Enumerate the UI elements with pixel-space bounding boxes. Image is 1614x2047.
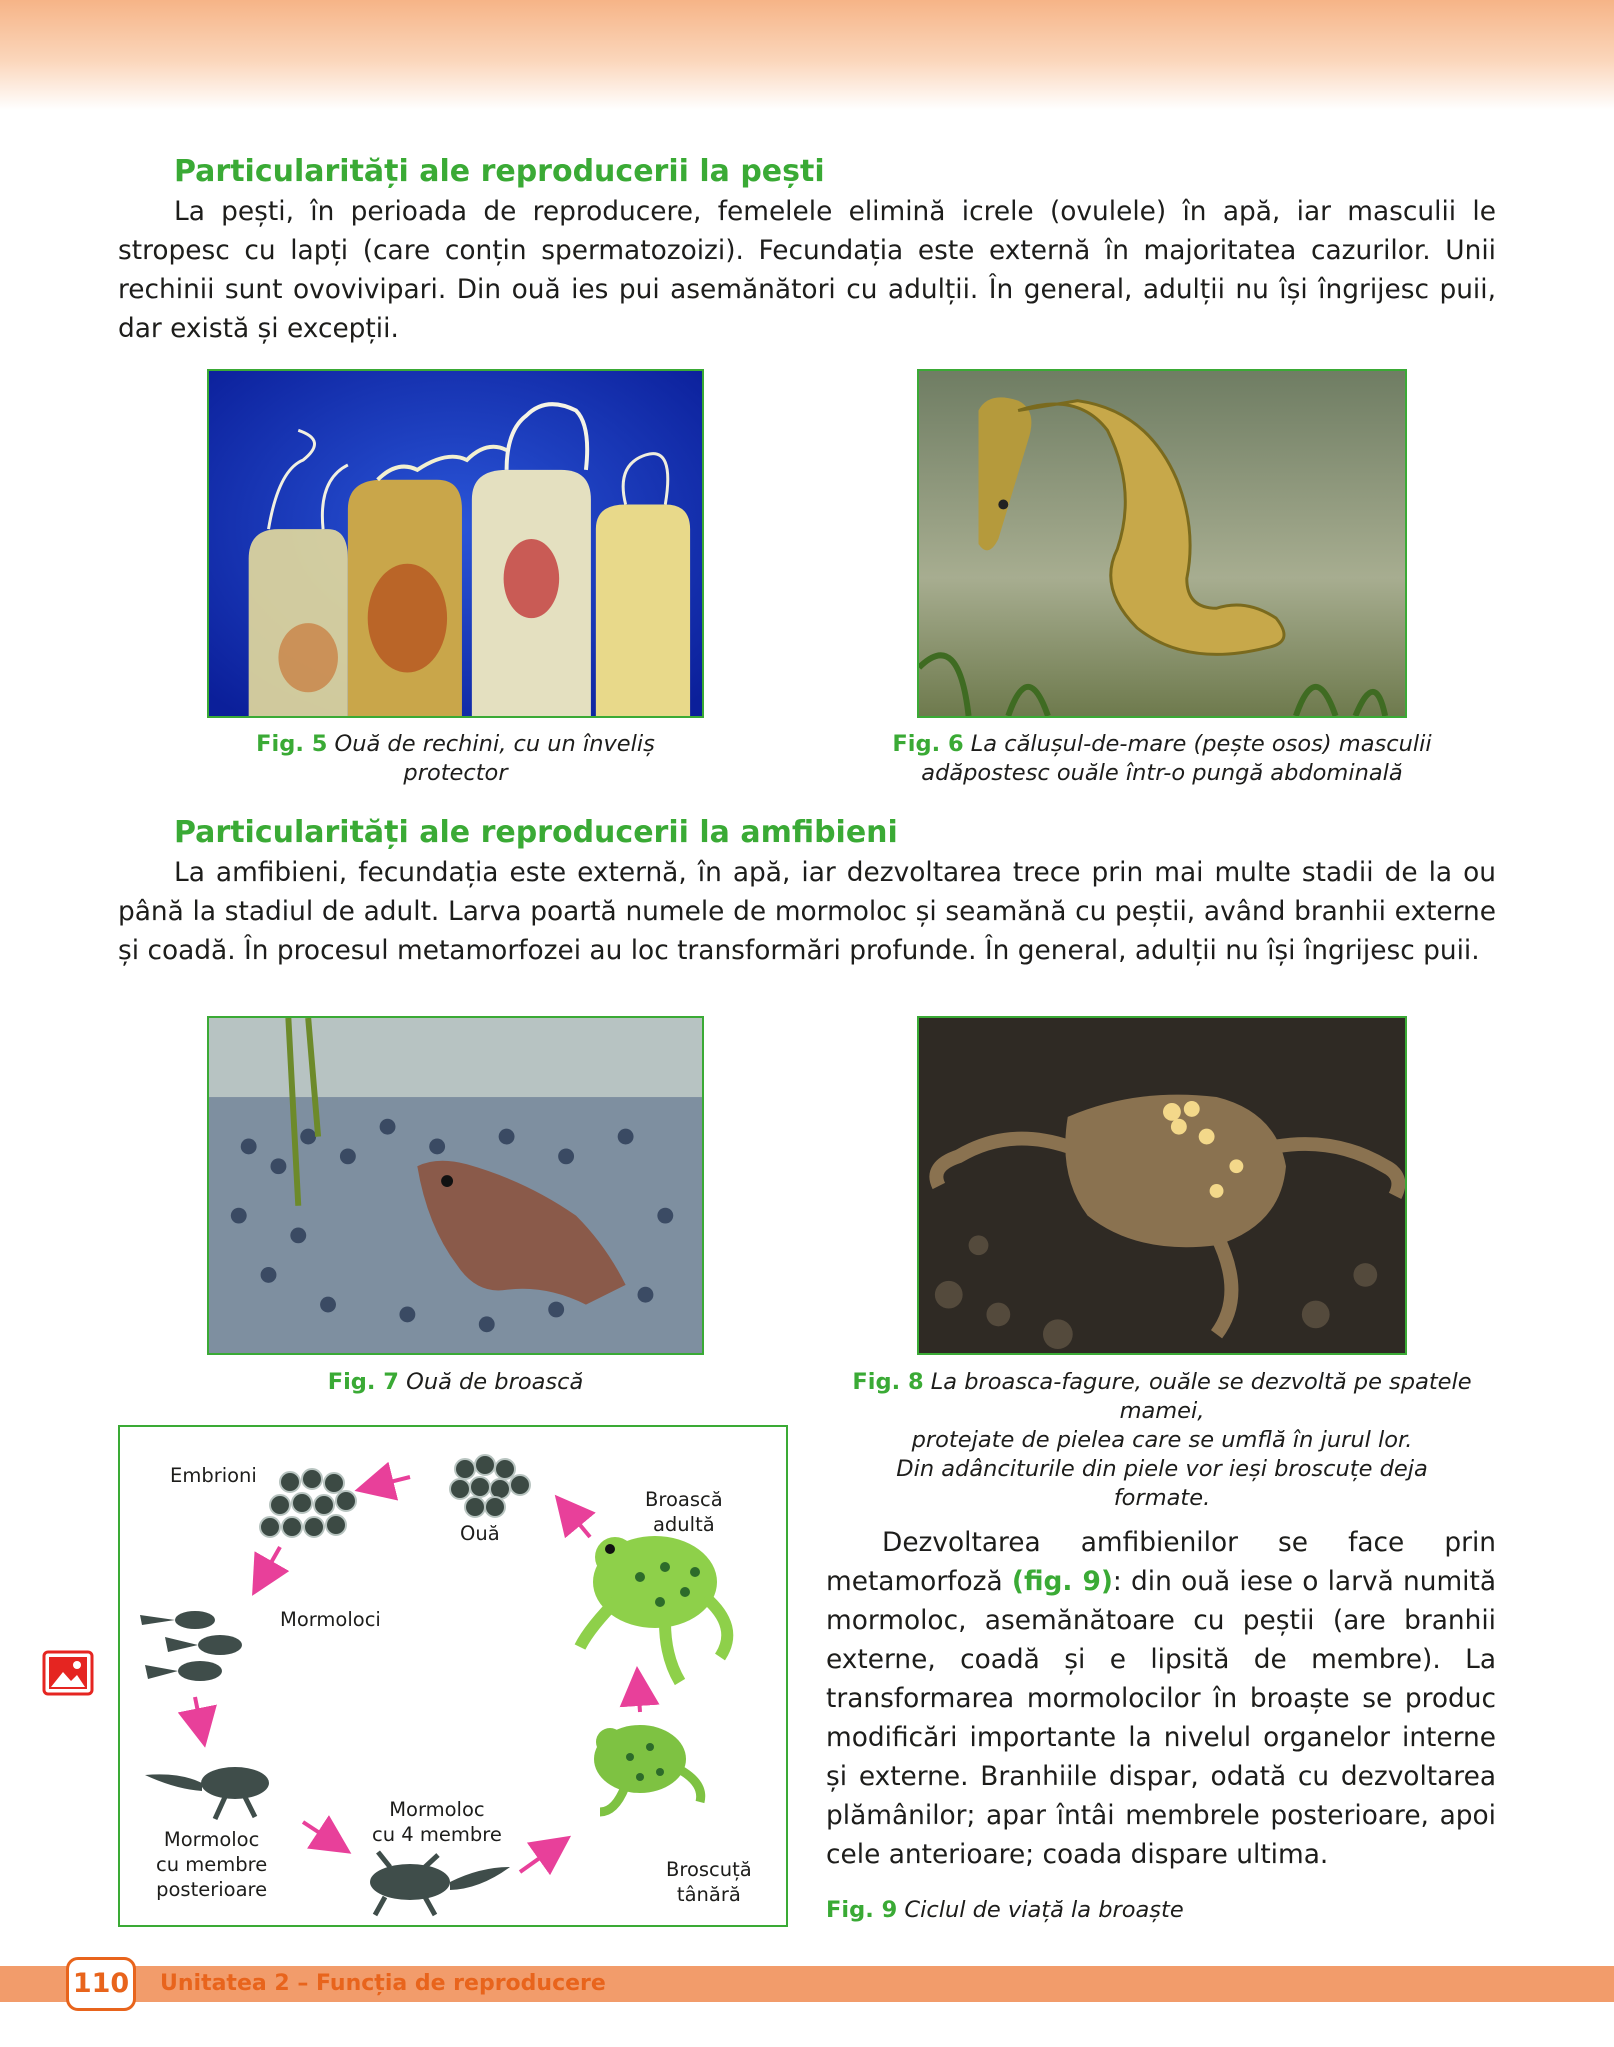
tadpole-four-legs — [370, 1852, 510, 1915]
label-broscuta-tanara: Broscuță tânără — [666, 1858, 752, 1906]
label-embrioni: Embrioni — [170, 1464, 257, 1487]
fig6-label: Fig. 6 — [892, 731, 964, 757]
caption-fig5 — [207, 730, 704, 788]
page-number: 110 — [66, 1957, 136, 2011]
label-mormoloc-4-membre: Mormoloc cu 4 membre — [372, 1798, 502, 1846]
fig8-caption-line3: Din adânciturile din piele vor ieși broscuțe deja formate. — [896, 1456, 1428, 1511]
label-mormoloci: Mormoloci — [280, 1608, 381, 1631]
fig7-caption: Ouă de broască — [406, 1369, 584, 1395]
label-mormoloc-membre-posterioare: Mormoloc cu membre posterioare — [156, 1828, 268, 1901]
adult-frog — [580, 1536, 727, 1682]
fig8-label: Fig. 8 — [852, 1369, 924, 1395]
label-broasca-adulta: Broască adultă — [645, 1488, 723, 1536]
paragraph-amphibians: La amfibieni, fecundația este externă, în apă, iar dezvoltarea trece prin mai multe stadii de la ou până la stadiul de adult. Larva poartă numele de mormoloc și seamănă cu peștii, având branhii externe și coadă. În procesul metamorfozei au loc transformări profunde. În general, adulții nu își îngrijesc puii. — [118, 857, 1496, 966]
heading-amphibians: Particularități ale reproducerii la amfibieni — [174, 815, 898, 850]
fig6-caption-line2: adăpostesc ouăle într-o pungă abdominală — [921, 760, 1403, 786]
header-band — [0, 0, 1614, 110]
photo-seahorse — [917, 369, 1407, 718]
fig6-caption-line1: La călușul-de-mare (pește osos) masculii — [970, 731, 1432, 757]
fig8-caption-line1: La broasca-fagure, ouăle se dezvoltă pe spatele mamei, — [930, 1369, 1472, 1424]
caption-fig8 — [845, 1368, 1479, 1513]
photo-frog-eggs — [207, 1016, 704, 1355]
fig5-label: Fig. 5 — [256, 731, 328, 757]
embryos-cluster — [260, 1469, 356, 1537]
unit-title: Unitatea 2 – Funcția de reproducere — [160, 1971, 606, 1996]
paragraph-fish: La pești, în perioada de reproducere, femelele elimină icrele (ovulele) în apă, iar masculii le stropesc cu lapți (care conțin spermatozoizi). Fecundația este externă în majoritatea cazurilor. Unii rechinii sunt ovovivipari. Din ouă ies pui asemănători cu adulții. În general, adulții nu își îngrijesc puii, dar există și excepții. — [118, 196, 1496, 344]
photo-surinam-toad — [917, 1016, 1407, 1355]
fig9-label: Fig. 9 — [826, 1897, 898, 1923]
fig5-caption: Ouă de rechini, cu un înveliș protector — [334, 731, 655, 786]
fig8-caption-line2: protejate de pielea care se umflă în jurul lor. — [911, 1427, 1413, 1453]
paragraph-metamorphosis: Dezvoltarea amfibienilor se face prin metamorfoză (fig. 9): din ouă iese o larvă numită mormoloc, asemănătoare cu peștii (are branhii externe, coadă și e lipsită de membre). La transformarea mormolocilor în broaște se produc modificări importante la nivelul organelor interne și externe. Branhiile dispar, odată cu dezvoltarea plămânilor; apar întâi membrele posterioare, apoi cele anterioare; coada dispare ultima. — [826, 1527, 1496, 1870]
life-cycle-diagram — [118, 1425, 788, 1927]
froglet — [594, 1725, 701, 1812]
caption-fig6 — [880, 730, 1444, 788]
tadpoles — [140, 1611, 242, 1681]
heading-fish: Particularități ale reproducerii la pești — [174, 154, 825, 189]
caption-fig9 — [826, 1896, 1184, 1925]
eggs-cluster — [450, 1455, 530, 1517]
fig9-caption: Ciclul de viață la broaște — [904, 1897, 1184, 1923]
fig9-reference[interactable]: (fig. 9) — [1011, 1566, 1113, 1597]
label-oua: Ouă — [460, 1522, 500, 1545]
caption-fig7 — [207, 1368, 704, 1397]
image-gallery-icon[interactable] — [42, 1650, 94, 1696]
tadpole-hind-legs — [145, 1767, 269, 1819]
fig7-label: Fig. 7 — [327, 1369, 399, 1395]
photo-shark-eggs — [207, 369, 704, 718]
